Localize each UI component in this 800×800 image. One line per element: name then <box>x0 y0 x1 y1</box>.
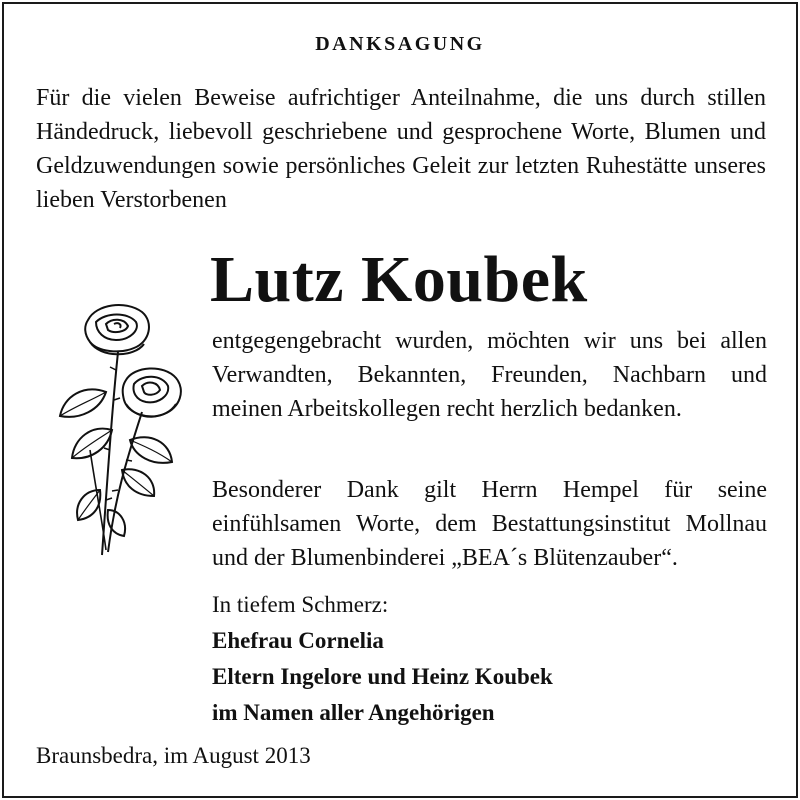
deceased-name: Lutz Koubek <box>210 243 588 316</box>
intro-paragraph: Für die vielen Beweise aufrichtiger Anteilnahme, die uns durch stillen Händedruck, liebevoll geschriebene und gesprochene Worte, Blumen und Geldzuwendungen sowie persönliches Geleit zur letzten Ruhestätte unseres lieben Verstorbenen <box>36 85 766 213</box>
notice-heading: DANKSAGUNG <box>315 33 485 55</box>
special-thanks-paragraph: Besonderer Dank gilt Herrn Hempel für seine einfühlsamen Worte, dem Bestattungsinstitut Mollnau und der Blumenbinderei „BEA´s Blütenzauber“. <box>212 477 767 571</box>
signature-intro: In tiefem Schmerz: <box>212 592 389 617</box>
signature-line: im Namen aller Angehörigen <box>212 700 495 725</box>
thanks-paragraph: entgegengebracht wurden, möchten wir uns bei allen Verwandten, Bekannten, Freunden, Nachbarn und meinen Arbeitskollegen recht herzlich bedanken. <box>212 328 767 422</box>
signature-line: Ehefrau Cornelia <box>212 628 384 653</box>
signature-block <box>212 587 553 731</box>
place-date: Braunsbedra, im August 2013 <box>36 743 311 768</box>
signature-line: Eltern Ingelore und Heinz Koubek <box>212 664 553 689</box>
roses-icon <box>30 300 190 560</box>
